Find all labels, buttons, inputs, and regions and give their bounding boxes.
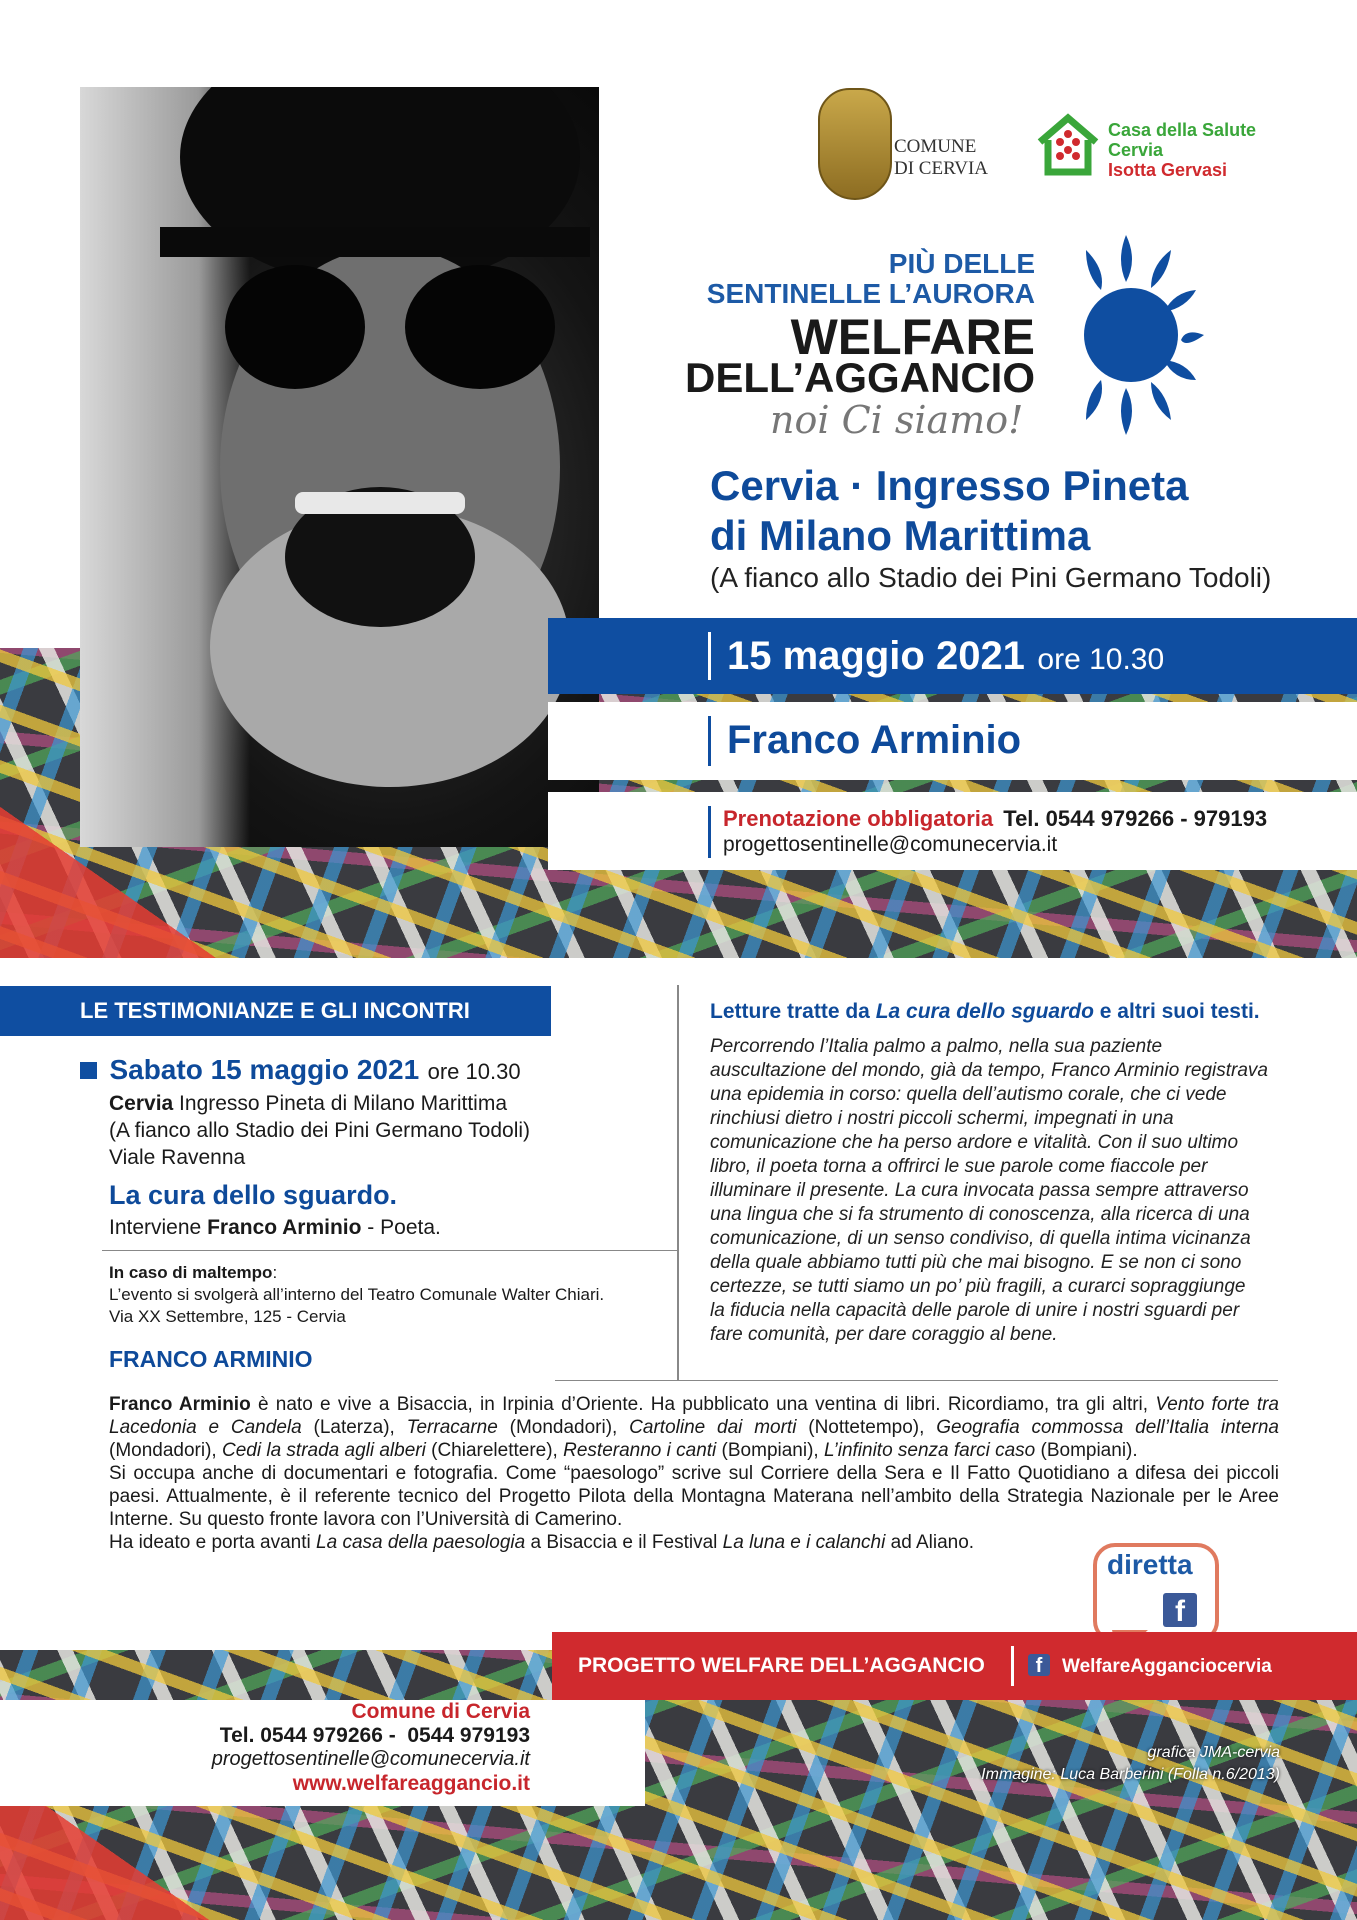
bio-p3-e: ad Aliano. [885,1532,975,1553]
readings-line: una epidemia in corso: quella dell’autismo corale, che ci vede [710,1084,1227,1105]
left-place [109,1090,530,1171]
booking-bar [548,792,1357,870]
date-bar [548,618,1357,694]
comune-line1: COMUNE [894,136,977,157]
portrait-photo [80,87,599,847]
project-band [552,1632,1357,1700]
readings-line: auscultazione del mondo, già da tempo, Franco Arminio registrava [710,1060,1268,1081]
weather-line1: L’evento si svolgerà all’interno del Teatro Comunale Walter Chiari. [109,1285,605,1304]
speaker-bar [548,702,1357,780]
readings-line: illuminare il presente. La cura invocata passa sempre attraverso [710,1180,1249,1201]
project-label: PROGETTO WELFARE DELL’AGGANCIO [578,1654,985,1677]
bio-book-5: Cedi la strada agli alberi [222,1440,426,1461]
bio-p1-l: (Chiarelettere), [425,1440,564,1461]
bio-book-4: Geografia commossa dell’Italia interna [936,1417,1279,1438]
headline-tagline: noi Ci siamo! [770,398,1024,442]
place-line3: Viale Ravenna [109,1146,246,1169]
comune-line2: DI CERVIA [894,158,988,179]
comune-crest-logo [818,88,892,200]
facebook-small-icon: f [1028,1654,1050,1676]
speaker-name: Franco Arminio [207,1216,362,1239]
place-rest: Ingresso Pineta di Milano Marittima [173,1092,508,1115]
readings-line: comunicazione, di un senso condiviso, di quella intima vicinanza [710,1228,1251,1249]
footer-email[interactable]: progettosentinelle@comunecervia.it [211,1748,530,1770]
readings-line: libro, il poeta torna a offrirci le sue parole come fiaccole per [710,1156,1208,1177]
left-divider [102,1250,677,1251]
bio-p1-h: (Nottetempo), [796,1417,937,1438]
event-time: ore 10.30 [1037,643,1165,676]
readings-line: rinchiusi dietro i nostri piccoli schermi, impegnati in una [710,1108,1174,1129]
credit-line2: Immagine: Luca Barberini (Folla n.6/2013) [981,1766,1280,1783]
bullet-square-icon [80,1062,97,1079]
left-date: Sabato 15 maggio 2021 [109,1054,420,1085]
bio-paragraph-2: Si occupa anche di documentari e fotografia. Come “paesologo” scrive sul Corriere della Sera e Il Fatto Quotidiano a difesa dei piccoli paesi. Attualmente, è il referente tecnico del Progetto Pilota della Montagna Materana nell’ambito della Strategia Nazionale per le Aree Interne. Su questo fronte lavora con l’Università di Camerino. [109,1463,1279,1530]
readings-text [710,1035,1278,1347]
speaker-suffix: - Poeta. [361,1216,441,1239]
section-title: LE TESTIMONIANZE E GLI INCONTRI [80,998,470,1023]
contact-box [0,1700,645,1806]
bio-p1-p: (Bompiani). [1035,1440,1138,1461]
bio-book-7: L’infinito senza farci caso [823,1440,1036,1461]
footer-org: Comune di Cervia [351,1700,530,1723]
readings-line: fare comunità, per dare coraggio al bene. [710,1324,1058,1345]
weather-colon: : [272,1263,278,1282]
event-date: 15 maggio 2021 [727,634,1025,678]
booking-label: Prenotazione obbligatoria [723,806,994,831]
bio-book-6: Resteranno i canti [563,1440,717,1461]
casa-della-salute-logo-text [1108,120,1256,180]
place-line2: (A fianco allo Stadio dei Pini Germano Todoli) [109,1119,531,1142]
bio-p3-a: Ha ideato e porta avanti [109,1532,317,1553]
readings-title-pre: Letture tratte da [710,1000,876,1023]
readings-line: certezze, se tutti siamo un po’ più fragili, a curarci sopraggiunge [710,1276,1246,1297]
headline-line1: PIÙ DELLE [888,248,1035,279]
credit-line1: grafica JMA-cervia [1147,1744,1280,1761]
headline-line3: WELFARE [790,309,1035,365]
footer-phone: Tel. 0544 979266 - 0544 979193 [219,1724,530,1747]
weather-label: In caso di maltempo [109,1263,273,1282]
weather-note [109,1262,604,1328]
sun-icon [1046,230,1206,440]
location-line2: di Milano Marittima [710,512,1091,559]
bio-p1-d: (Laterza), [301,1417,407,1438]
readings-line: una lingua che si fa strumento di conoscenza, alla ricerca di una [710,1204,1250,1225]
bio-p3-d: La luna e i calanchi [722,1532,886,1553]
readings-title [710,1000,1260,1024]
headline-line2: SENTINELLE L’AURORA [706,278,1035,309]
weather-line2: Via XX Settembre, 125 - Cervia [109,1307,346,1326]
casa-della-salute-house-icon [1036,112,1100,176]
talk-title: La cura dello sguardo. [109,1180,398,1210]
bio-p1-b: è nato e vive a Bisaccia, in Irpinia d’Oriente. Ha pubblicato una ventina di libri. Ricordiamo, tra gli altri, [250,1394,1156,1415]
bio-p1-j: (Mondadori), [109,1440,222,1461]
speaker-prefix: Interviene [109,1216,208,1239]
bio-p3-c: a Bisaccia e il Festival [525,1532,723,1553]
headline-line4: DELL’AGGANCIO [684,354,1035,401]
facebook-page-link[interactable]: WelfareAgganciocervia [1062,1656,1272,1677]
readings-line: Percorrendo l’Italia palmo a palmo, nella sua paziente [710,1036,1163,1057]
comune-di-cervia-logo-text [894,136,988,180]
left-date-line [80,1054,521,1086]
readings-line: la fiducia nella capacità delle parole di unire i nostri sguardi per [710,1300,1240,1321]
footer-website[interactable]: www.welfareaggancio.it [292,1772,530,1795]
bio-p1-n: (Bompiani), [716,1440,824,1461]
readings-title-post: e altri suoi testi. [1093,1000,1260,1023]
left-time: ore 10.30 [427,1059,521,1084]
casa-line3: Isotta Gervasi [1108,160,1228,180]
bio-book-2: Terracarne [406,1417,498,1438]
event-speaker: Franco Arminio [727,718,1022,762]
booking-phone: Tel. 0544 979266 - 979193 [1003,806,1268,831]
readings-title-italic: La cura dello sguardo [875,1000,1094,1023]
bio-text [109,1393,1279,1554]
booking-email[interactable]: progettosentinelle@comunecervia.it [723,833,1058,856]
casa-line1: Casa della Salute [1108,120,1257,140]
content-divider [555,1380,1278,1381]
diretta-label: diretta [1107,1549,1193,1580]
column-divider [677,985,679,1380]
bio-book-1: Vento forte tra Lacedonia e Candela [109,1394,1279,1438]
location-line3: (A fianco allo Stadio dei Pini Germano Todoli) [710,562,1272,593]
bio-heading: FRANCO ARMINIO [109,1346,313,1372]
casa-line2: Cervia [1108,140,1164,160]
place-bold: Cervia [109,1092,174,1115]
location-line1: Cervia · Ingresso Pineta [710,462,1189,509]
section-title-tab [0,986,551,1036]
readings-line: della quale abbiamo tutti più che mai bisogno. E se non ci sono [710,1252,1242,1273]
talk-speaker [109,1216,441,1240]
readings-line: comunicazione che ha perso ardore e vitalità. Con il suo ultimo [710,1132,1239,1153]
bio-p3-b: La casa della paesologia [316,1532,526,1553]
bio-book-3: Cartoline dai morti [629,1417,797,1438]
facebook-icon: f [1163,1593,1197,1627]
bio-name: Franco Arminio [109,1394,251,1415]
bio-p1-f: (Mondadori), [497,1417,630,1438]
